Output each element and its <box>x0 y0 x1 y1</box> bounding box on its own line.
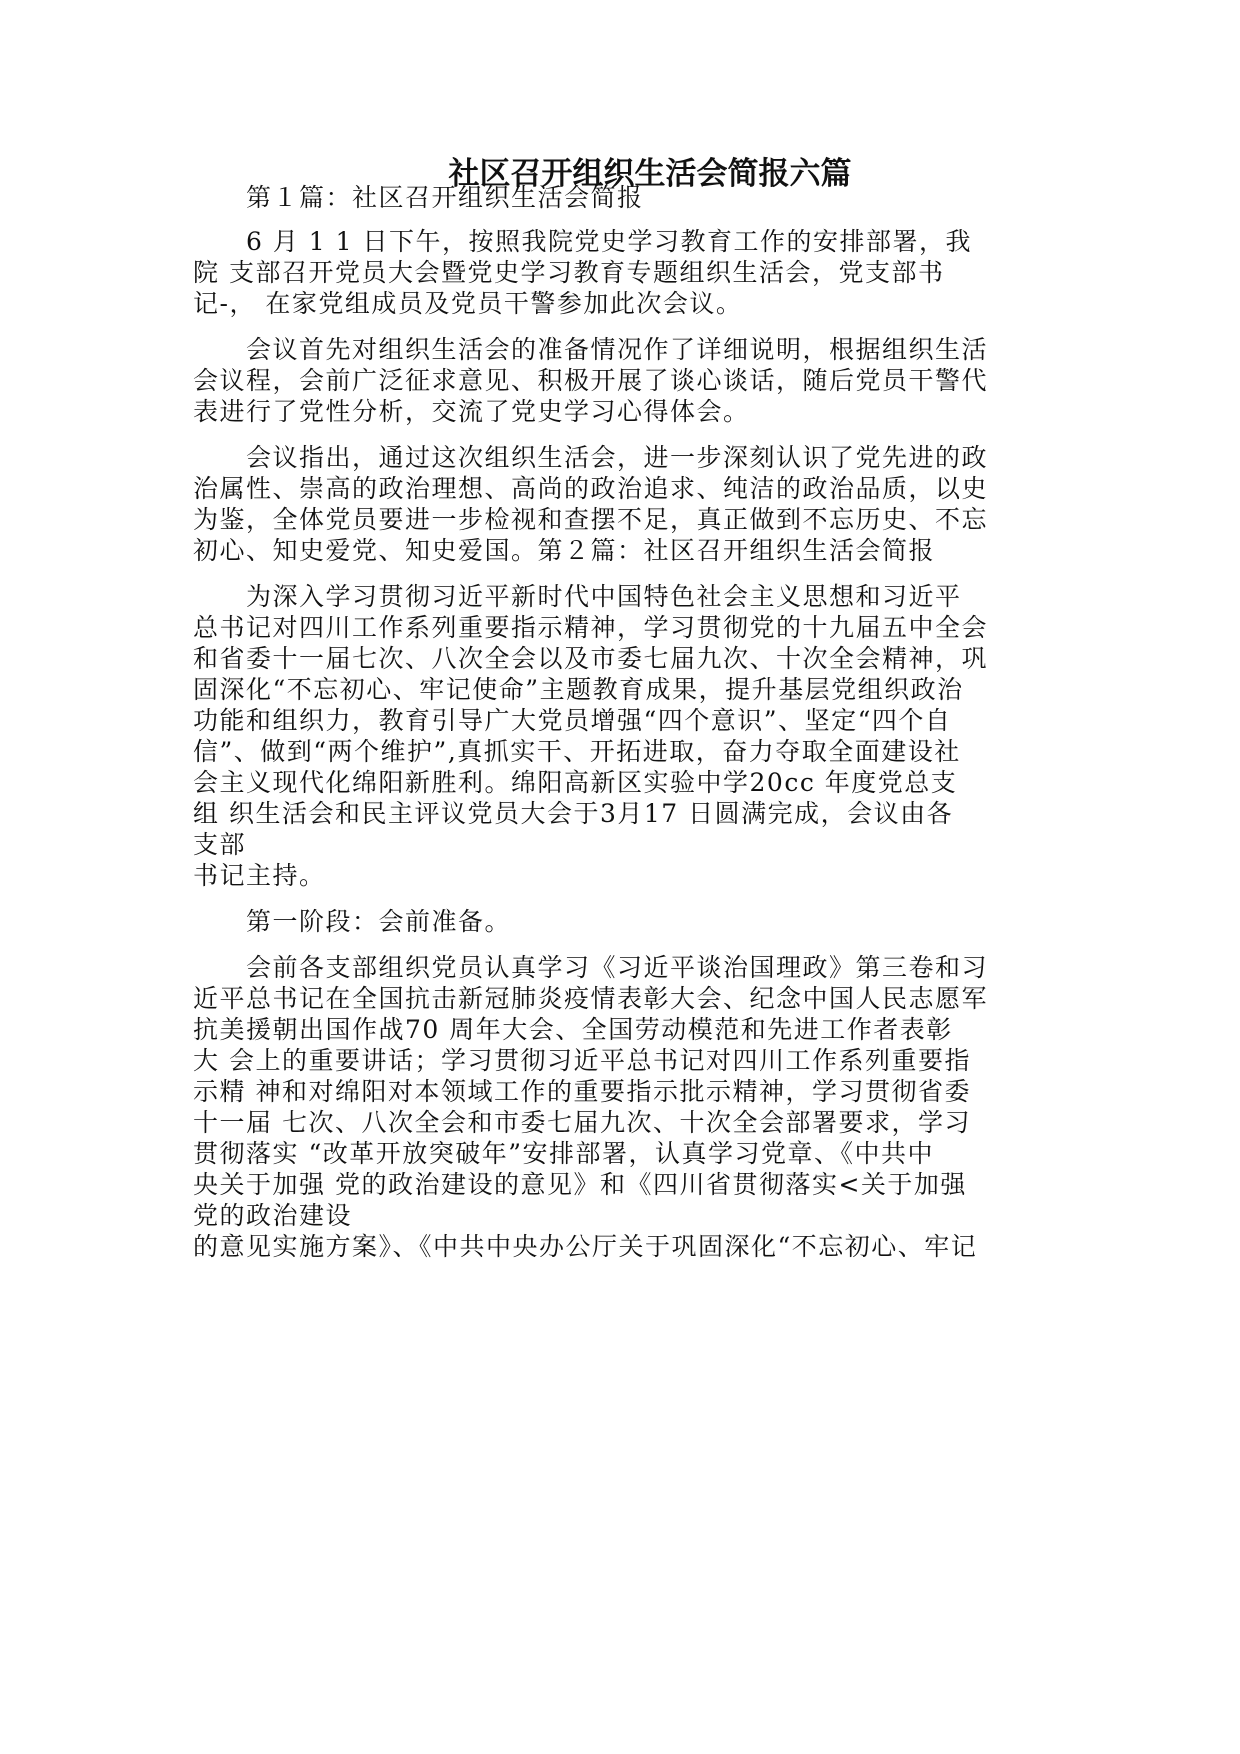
paragraph-line: 总书记对四川工作系列重要指示精神，学习贯彻党的十九届五中全会 <box>193 613 989 642</box>
paragraph-line: 治属性、崇高的政治理想、高尚的政治追求、纯洁的政治品质，以史 <box>193 474 989 503</box>
paragraph-line: 记-， 在家党组成员及党员干警参加此次会议。 <box>193 289 743 318</box>
paragraph-line: 为鉴，全体党员要进一步检视和查摆不足，真正做到不忘历史、不忘 <box>193 505 989 534</box>
paragraph-line: 央关于加强 党的政治建设的意见》和《四川省贯彻落实<关于加强 <box>193 1170 967 1199</box>
paragraph-line: 固深化“不忘初心、牢记使命”主题教育成果，提升基层党组织政治 <box>193 675 964 704</box>
paragraph-line: 表进行了党性分析，交流了党史学习心得体会。 <box>193 397 750 426</box>
paragraph-line: 会议指出，通过这次组织生活会，进一步深刻认识了党先进的政 <box>246 443 989 472</box>
paragraph-line: 会前各支部组织党员认真学习《习近平谈治国理政》第三卷和习 <box>246 953 989 982</box>
paragraph-line: 示精 神和对绵阳对本领域工作的重要指示批示精神，学习贯彻省委 <box>193 1077 971 1106</box>
paragraph-line: 的意见实施方案》、《中共中央办公厅关于巩固深化“不忘初心、牢记 <box>193 1232 978 1261</box>
paragraph-line: 支部 <box>193 830 247 859</box>
paragraph-line: 会议程，会前广泛征求意见、积极开展了谈心谈话，随后党员干警代 <box>193 366 989 395</box>
paragraph-line: 抗美援朝出国作战70 周年大会、全国劳动模范和先进工作者表彰 <box>193 1015 953 1044</box>
section-heading: 第１篇：社区召开组织生活会简报 <box>246 183 644 212</box>
paragraph-line: 会主义现代化绵阳新胜利。绵阳高新区实验中学20cc 年度党总支 <box>193 768 958 797</box>
paragraph-line: 院 支部召开党员大会暨党史学习教育专题组织生活会，党支部书 <box>193 258 945 287</box>
paragraph-line: 初心、知史爱党、知史爱国。第２篇：社区召开组织生活会简报 <box>193 536 936 565</box>
section-heading: 第一阶段：会前准备。 <box>246 907 512 936</box>
paragraph-line: 近平总书记在全国抗击新冠肺炎疫情表彰大会、纪念中国人民志愿军 <box>193 984 989 1013</box>
paragraph-line: 信”、做到“两个维护”,真抓实干、开拓进取，奋力夺取全面建设社 <box>193 737 961 766</box>
paragraph-line: 贯彻落实 “改革开放突破年”安排部署，认真学习党章、《中共中 <box>193 1139 935 1168</box>
paragraph-line: 书记主持。 <box>193 861 326 890</box>
paragraph-line: 党的政治建设 <box>193 1201 353 1230</box>
paragraph-line: 为深入学习贯彻习近平新时代中国特色社会主义思想和习近平 <box>246 582 962 611</box>
paragraph-line: 十一届 七次、八次全会和市委七届九次、十次全会部署要求，学习 <box>193 1108 971 1137</box>
paragraph-line: 会议首先对组织生活会的准备情况作了详细说明，根据组织生活 <box>246 335 989 364</box>
document-title: 社区召开组织生活会简报六篇 <box>448 156 852 192</box>
paragraph-line: 功能和组织力，教育引导广大党员增强“四个意识”、坚定“四个自 <box>193 706 952 735</box>
paragraph-line: 组 织生活会和民主评议党员大会于3月17 日圆满完成，会议由各 <box>193 799 954 828</box>
paragraph-line: 大 会上的重要讲话；学习贯彻习近平总书记对四川工作系列重要指 <box>193 1046 971 1075</box>
paragraph-line: 6 月 1 1 日下午，按照我院党史学习教育工作的安排部署，我 <box>246 227 973 256</box>
paragraph-line: 和省委十一届七次、八次全会以及市委七届九次、十次全会精神，巩 <box>193 644 989 673</box>
